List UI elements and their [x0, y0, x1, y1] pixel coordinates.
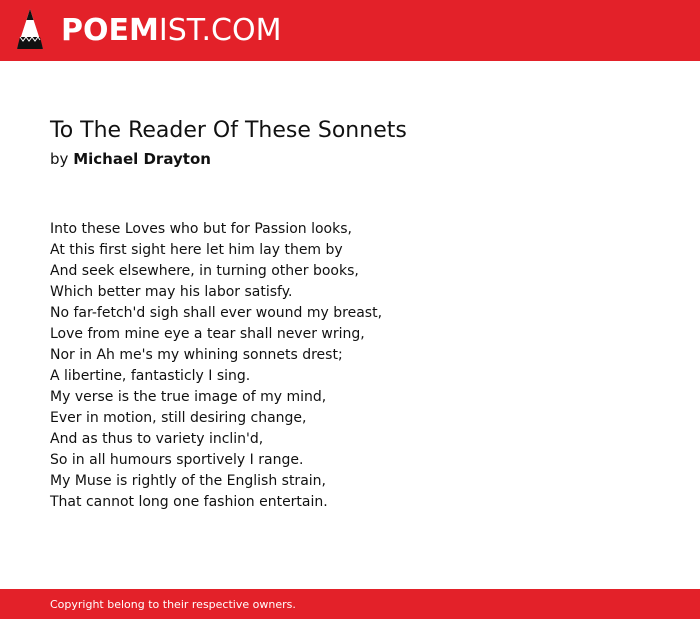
poem-line: Which better may his labor satisfy. [50, 284, 293, 300]
poem-line: Ever in motion, still desiring change, [50, 410, 307, 426]
site-header [0, 0, 700, 61]
copyright-notice: Copyright belong to their respective owners. [50, 598, 296, 611]
pencil-icon[interactable] [17, 9, 43, 51]
site-footer [0, 589, 700, 619]
poem-line: My verse is the true image of my mind, [50, 389, 327, 405]
logo-text-light: IST.COM [158, 13, 282, 48]
poem-line: At this first sight here let him lay them by [50, 242, 343, 258]
poem-line: Love from mine eye a tear shall never wring, [50, 326, 365, 342]
poem-line: So in all humours sportively I range. [50, 452, 304, 468]
site-logo[interactable] [61, 13, 281, 49]
poem-body [50, 219, 382, 513]
poem-line: My Muse is rightly of the English strain, [50, 473, 326, 489]
poem-line: And seek elsewhere, in turning other books, [50, 263, 359, 279]
byline-prefix: by [50, 150, 69, 168]
poem-line: Into these Loves who but for Passion looks, [50, 221, 352, 237]
poem-author: Michael Drayton [73, 150, 211, 168]
poem-line: A libertine, fantasticly I sing. [50, 368, 251, 384]
poem-byline [50, 149, 211, 169]
poem-line: No far-fetch'd sigh shall ever wound my breast, [50, 305, 383, 321]
poem-line: Nor in Ah me's my whining sonnets drest; [50, 347, 343, 363]
poem-line: That cannot long one fashion entertain. [50, 494, 328, 510]
logo-text-bold: POEM [61, 13, 159, 48]
poem-line: And as thus to variety inclin'd, [50, 431, 264, 447]
poem-title: To The Reader Of These Sonnets [50, 118, 407, 143]
